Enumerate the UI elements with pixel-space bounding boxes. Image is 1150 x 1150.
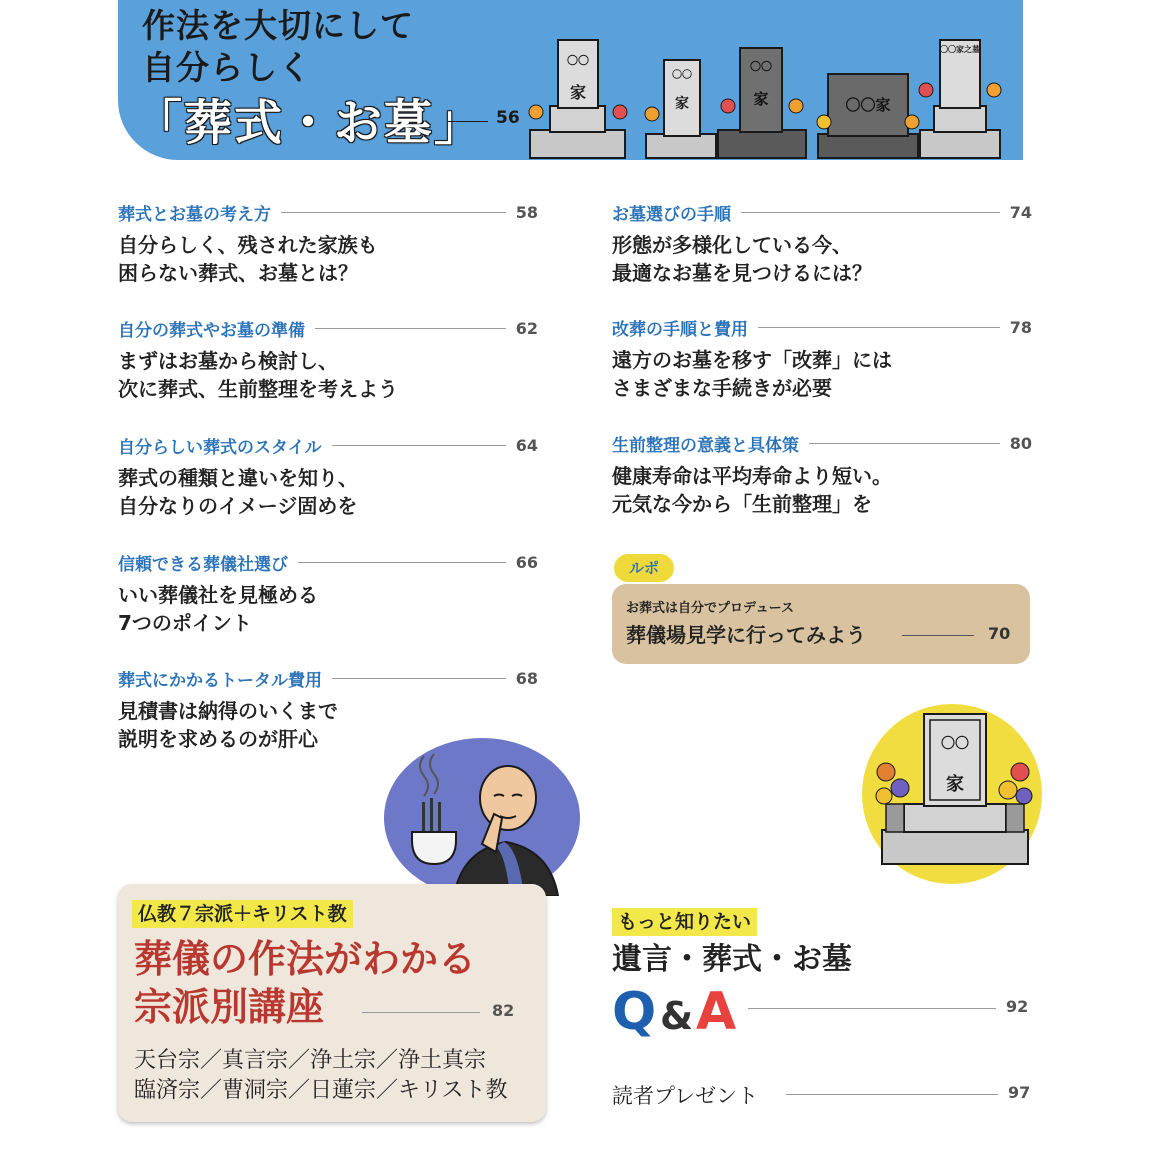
leader-line bbox=[332, 445, 506, 446]
toc-entry-preparation[interactable] bbox=[118, 316, 538, 403]
rupo-subtitle: お葬式は自分でプロデュース bbox=[626, 601, 794, 616]
sect-list-line-2: 臨済宗／曹洞宗／日蓮宗／キリスト教 bbox=[134, 1078, 508, 1103]
grave-4-icon bbox=[817, 74, 919, 158]
leader-line bbox=[281, 212, 506, 213]
grave-5-icon bbox=[919, 40, 1001, 158]
entry-title: 自分の葬式やお墓の準備 bbox=[118, 321, 305, 341]
rupo-badge: ルポ bbox=[614, 554, 674, 582]
header-line-2: 自分らしく bbox=[142, 48, 312, 87]
toc-entry-grave-selection[interactable] bbox=[612, 200, 1032, 287]
qa-page-number: 92 bbox=[1006, 997, 1029, 1016]
entry-desc-2: 元気な今から「生前整理」を bbox=[612, 492, 872, 516]
qa-ampersand: & bbox=[660, 994, 694, 1038]
entry-title: 信頼できる葬儀社選び bbox=[118, 555, 288, 575]
toc-entry-life-organizing[interactable] bbox=[612, 431, 1032, 518]
entry-desc-1: 遠方のお墓を移す「改葬」には bbox=[612, 348, 892, 372]
sect-title-line-2: 宗派別講座 bbox=[134, 984, 325, 1029]
leader-line bbox=[809, 443, 1000, 444]
leader-line bbox=[315, 328, 506, 329]
grave-1-family: 家 bbox=[569, 83, 587, 102]
toc-entry-funeral-company[interactable] bbox=[118, 550, 538, 637]
grave-4-family: 〇〇家 bbox=[845, 96, 891, 114]
qa-tag: もっと知りたい bbox=[612, 908, 757, 936]
qa-q-letter: Q bbox=[612, 982, 657, 1042]
grave-3-icon bbox=[718, 48, 806, 158]
toc-entry-style[interactable] bbox=[118, 433, 538, 520]
page-number: 80 bbox=[1009, 434, 1032, 453]
qa-a-letter: A bbox=[696, 982, 737, 1042]
header-title: 「葬式・お墓」 bbox=[134, 95, 485, 151]
entry-desc-1: 葬式の種類と違いを知り、 bbox=[118, 466, 358, 490]
grave-1-circles: 〇〇 bbox=[567, 54, 589, 67]
grave-5-text: 〇〇家之墓 bbox=[940, 45, 980, 54]
page-number: 62 bbox=[515, 319, 538, 338]
sect-page-number: 82 bbox=[492, 1001, 515, 1020]
sect-list-line-1: 天台宗／真言宗／浄土宗／浄土真宗 bbox=[134, 1048, 487, 1073]
grave-circles-text: 〇〇 bbox=[941, 736, 969, 752]
entry-desc-1: 見積書は納得のいくまで bbox=[118, 699, 338, 723]
entry-desc-2: 説明を求めるのが肝心 bbox=[118, 727, 318, 751]
entry-desc-1: 自分らしく、残された家族も bbox=[118, 233, 378, 257]
entry-title: 葬式にかかるトータル費用 bbox=[118, 671, 322, 691]
entry-desc-1: 健康寿命は平均寿命より短い。 bbox=[612, 464, 892, 488]
page-number: 66 bbox=[515, 553, 538, 572]
entry-desc-2: さまざまな手続きが必要 bbox=[612, 376, 832, 400]
qa-leader-line bbox=[748, 1008, 996, 1009]
leader-line bbox=[298, 562, 506, 563]
page-number: 58 bbox=[515, 203, 538, 222]
entry-title: 葬式とお墓の考え方 bbox=[118, 205, 271, 225]
page-number: 74 bbox=[1009, 203, 1032, 222]
grave-family-text: 家 bbox=[946, 774, 964, 795]
grave-3-circles: 〇〇 bbox=[750, 60, 772, 73]
rupo-title: 葬儀場見学に行ってみよう bbox=[626, 623, 866, 647]
leader-line bbox=[741, 212, 1000, 213]
monk-praying-icon bbox=[384, 736, 584, 896]
page-number: 64 bbox=[515, 436, 538, 455]
entry-title: 生前整理の意義と具体策 bbox=[612, 436, 799, 456]
entry-desc-1: まずはお墓から検討し、 bbox=[118, 349, 338, 373]
leader-line bbox=[758, 327, 1000, 328]
grave-2-icon bbox=[645, 60, 716, 158]
gravestones-illustration bbox=[528, 30, 1023, 160]
grave-1-icon bbox=[529, 40, 627, 158]
present-leader-line bbox=[786, 1094, 998, 1095]
sect-tag: 仏教７宗派＋キリスト教 bbox=[132, 900, 353, 928]
leader-line bbox=[332, 678, 506, 679]
entry-desc-1: いい葬儀社を見極める bbox=[118, 583, 318, 607]
entry-desc-2: 7つのポイント bbox=[118, 611, 252, 635]
rupo-leader-line bbox=[902, 635, 974, 636]
grave-3-family: 家 bbox=[753, 90, 769, 108]
entry-title: お墓選びの手順 bbox=[612, 205, 731, 225]
rupo-page-number: 70 bbox=[988, 624, 1011, 643]
entry-desc-2: 困らない葬式、お墓とは？ bbox=[118, 261, 358, 285]
header-banner bbox=[118, 0, 1023, 160]
qa-title[interactable]: 遺言・葬式・お墓 bbox=[612, 942, 852, 977]
entry-desc-2: 次に葬式、生前整理を考えよう bbox=[118, 377, 398, 401]
toc-entry-reburial[interactable] bbox=[612, 315, 1032, 402]
header-page-number: 56 bbox=[496, 108, 520, 128]
grave-flowers-icon bbox=[860, 700, 1045, 890]
entry-title: 自分らしい葬式のスタイル bbox=[118, 438, 322, 458]
entry-desc-2: 自分なりのイメージ固めを bbox=[118, 494, 358, 518]
sect-title-line-1: 葬儀の作法がわかる bbox=[134, 936, 477, 981]
page-number: 78 bbox=[1009, 318, 1032, 337]
grave-2-circles: 〇〇 bbox=[672, 70, 692, 81]
grave-2-family: 家 bbox=[675, 96, 689, 112]
entry-desc-1: 形態が多様化している今、 bbox=[612, 233, 852, 257]
entry-title: 改葬の手順と費用 bbox=[612, 320, 748, 340]
present-page-number: 97 bbox=[1008, 1083, 1031, 1102]
reader-present-link[interactable]: 読者プレゼント bbox=[612, 1084, 759, 1108]
toc-entry-funeral-thinking[interactable] bbox=[118, 200, 538, 287]
header-leader-line bbox=[448, 121, 488, 122]
sect-leader-line bbox=[362, 1012, 480, 1013]
page-number: 68 bbox=[515, 669, 538, 688]
entry-desc-2: 最適なお墓を見つけるには？ bbox=[612, 261, 872, 285]
header-line-1: 作法を大切にして bbox=[142, 6, 414, 45]
